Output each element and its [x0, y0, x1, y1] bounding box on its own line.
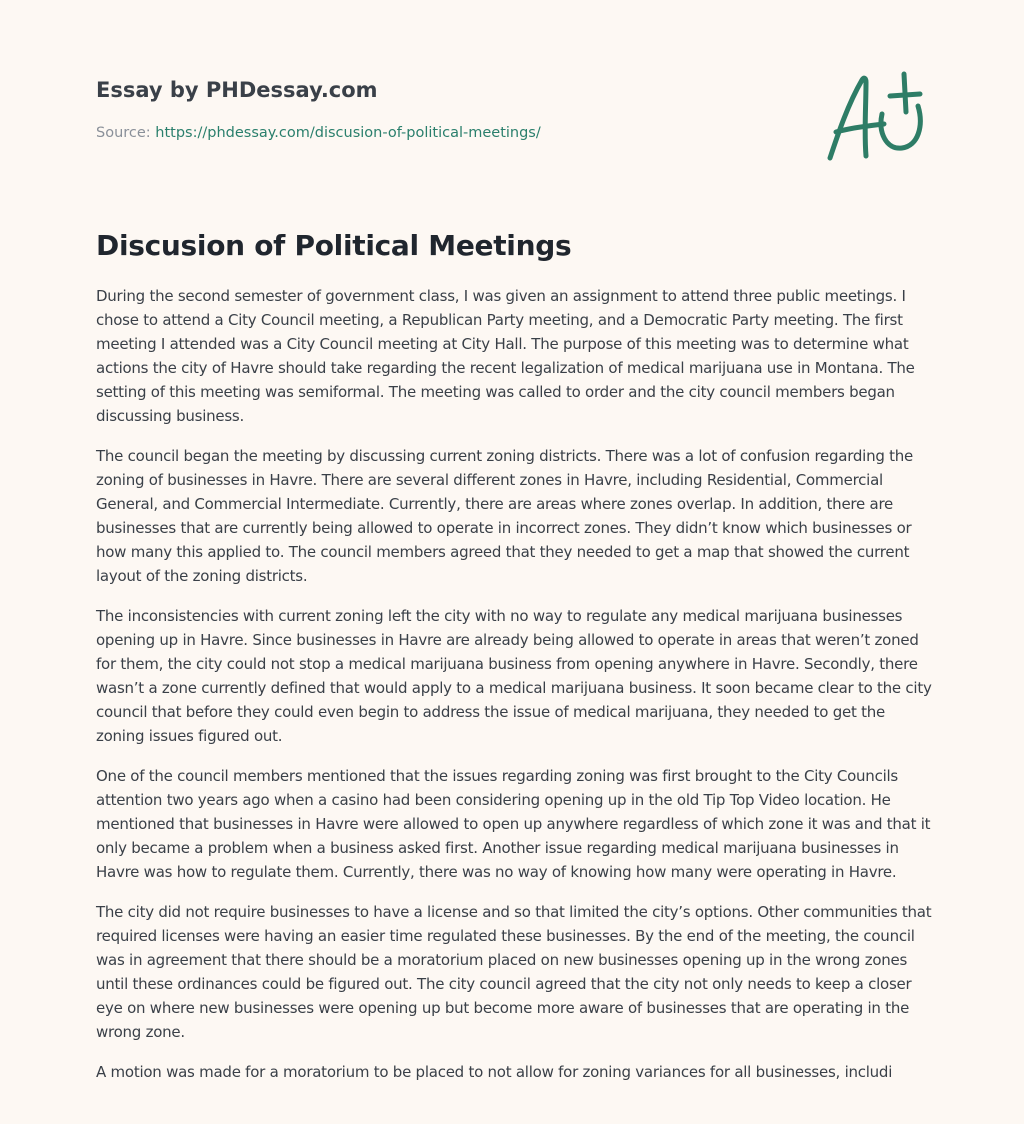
essay-paragraph: During the second semester of government class, I was given an assignment to attend three public meetings. I chose to attend a City Council meeting, a Republican Party meeting, and a Democratic Party meeting. The first meeting I attended was a City Council meeting at City Hall. The purpose of this meeting was to determine what actions the city of Havre should take regarding the recent legalization of medical marijuana use in Montana. The setting of this meeting was semiformal. The meeting was called to order and the city council members began discussing business.	[96, 287, 915, 425]
source-line	[96, 123, 816, 143]
essay-paragraph: The inconsistencies with current zoning left the city with no way to regulate any medical marijuana businesses opening up in Havre. Since businesses in Havre are already being allowed to operate in areas that weren’t zoned for them, the city could not stop a medical marijuana business from opening anywhere in Havre. Secondly, there wasn’t a zone currently defined that would apply to a medical marijuana business. It soon became clear to the city council that before they could even begin to address the issue of medical marijuana, they needed to get the zoning issues figured out.	[96, 607, 932, 745]
essay-article	[96, 226, 932, 1100]
source-label: Source:	[96, 125, 156, 141]
source-link[interactable]: https://phdessay.com/discusion-of-political-meetings/	[155, 125, 541, 141]
essay-header	[96, 76, 816, 143]
essay-paragraph: One of the council members mentioned that the issues regarding zoning was first brought to the City Councils attention two years ago when a casino had been considering opening up in the old Tip Top Video location. He mentioned that businesses in Havre were allowed to open up anywhere regardless of which zone it was and that it only became a problem when a business asked first. Another issue regarding medical marijuana businesses in Havre was how to regulate them. Currently, there was no way of knowing how many were operating in Havre.	[96, 767, 931, 881]
essay-paragraph: The council began the meeting by discussing current zoning districts. There was a lot of confusion regarding the zoning of businesses in Havre. There are several different zones in Havre, including Residential, Commercial General, and Commercial Intermediate. Currently, there are areas where zones overlap. In addition, there are businesses that are currently being allowed to operate in incorrect zones. They didn’t know which businesses or how many this applied to. The council members agreed that they needed to get a map that showed the current layout of the zoning districts.	[96, 447, 914, 585]
a-plus-grade-icon	[822, 66, 930, 166]
brand-title: Essay by PHDessay.com	[96, 78, 378, 102]
essay-paragraph: A motion was made for a moratorium to be placed to not allow for zoning variances for all businesses, includi	[96, 1063, 893, 1081]
essay-paragraph: The city did not require businesses to have a license and so that limited the city’s options. Other communities that required licenses were having an easier time regulated these businesses. By the end of the meeting, the council was in agreement that there should be a moratorium placed on new businesses opening up in the wrong zones until these ordinances could be figured out. The city council agreed that the city not only needs to keep a closer eye on where new businesses were opening up but become more aware of businesses that are operating in the wrong zone.	[96, 903, 932, 1041]
essay-title: Discusion of Political Meetings	[96, 229, 572, 262]
